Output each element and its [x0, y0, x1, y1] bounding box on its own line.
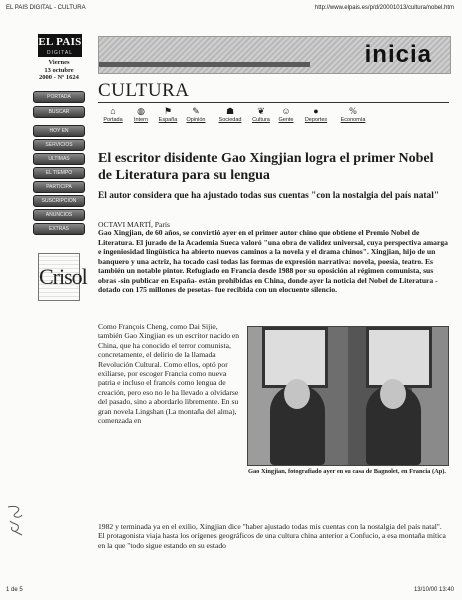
face-icon: ☺ — [281, 106, 291, 116]
el-pais-logo-sub: DIGITAL — [38, 50, 82, 57]
section-title: CULTURA — [98, 80, 190, 101]
section-link-deportes[interactable]: ● Deportes — [301, 106, 331, 124]
print-footer-page: 1 de 5 — [6, 587, 23, 593]
nav-button-servicios[interactable]: SERVICIOS — [33, 139, 85, 151]
ball-icon: ● — [313, 106, 319, 116]
nav-button-portada[interactable]: PORTADA — [33, 91, 85, 103]
article-lead: Gao Xingjian, de 60 años, se convirtió ayer en el primer autor chino que obtiene el Premio Nobel de Literatura. El jurado de la Academia Sueca valoró "una obra de validez universal, cuya perspectiva amarga e ingeniosidad lingüística ha abierto nuevos caminos a la novela y el drama chinos". Xingjian, hijo de un banquero y una actriz, ha tocado casi todas las formas de expresión narrativa: novela, poesía, teatro. Es también un notable pintor. Refugiado en Francia desde 1988 por su oposición al régimen comunista, sus obras -sin publicar en España- están prohibidas en China, donde ayer la noticia del Nobel de Literatura -dotado con 175 millones de pesetas- fue recibida con un elocuente silencio. — [98, 228, 448, 294]
flag-icon: ⚑ — [163, 106, 173, 116]
article-body-continued: 1982 y terminada ya en el exilio, Xingjian dice "haber ajustado todas mis cuentas con la nostalgia del país natal". El protagonista viaja hasta los orígenes geográficos de una cultura china anterior a Confucio, a esa montaña mítica en la que "todo sigue estando en su estado — [98, 522, 446, 550]
print-footer-date: 13/10/00 13:40 — [413, 587, 454, 593]
section-rule — [98, 102, 449, 103]
article-byline: OCTAVI MARTÍ, París — [98, 220, 170, 229]
article-body-column: Como François Cheng, como Dai Sijie, también Gao Xingjian es un escritor nacido en China, que ha conocido el terror comunista, concretamente, el delirio de la llamada Revolución Cultural. Como ellos, optó por exiliarse, por escoger Francia como nueva patria e incluso el francés como lengua de creación, pero eso no le ha llevado a olvidarse del pasado, sino a abordarlo libremente. En su gran novela Lingshan (La montaña del alma), comenzada en — [98, 322, 240, 426]
home-icon: ⌂ — [110, 106, 116, 116]
nav-button-participa[interactable]: PARTICIPA — [33, 181, 85, 193]
dateline-issue: 2000 - Nº 1624 — [39, 74, 79, 81]
section-link-cultura[interactable]: ❦ Cultura — [246, 106, 276, 124]
section-link-economia[interactable]: % Economía — [338, 106, 368, 124]
dateline — [34, 59, 84, 82]
print-header-title: EL PAIS DIGITAL - CULTURA — [6, 5, 86, 11]
people-icon: ☗ — [225, 106, 235, 116]
section-link-portada[interactable]: ⌂ Portada — [98, 106, 128, 124]
speech-icon: ✎ — [192, 106, 200, 116]
print-header-url: http://www.elpais.es/p/d/20001013/cultura/nobel.htm — [314, 5, 454, 11]
percent-icon: % — [349, 106, 357, 116]
nav-button-anuncios[interactable]: ANUNCIOS — [33, 209, 85, 221]
globe-icon: ◍ — [137, 106, 145, 116]
ad-banner[interactable] — [98, 36, 451, 74]
section-link-intern[interactable]: ◍ Intern — [126, 106, 156, 124]
section-link-opinion[interactable]: ✎ Opinión — [181, 106, 211, 124]
dateline-day: Viernes — [48, 59, 70, 66]
crisol-ad[interactable]: Crisol — [38, 253, 80, 301]
article-headline: El escritor disidente Gao Xingjian logra el primer Nobel de Literatura para su lengua — [98, 151, 434, 183]
section-link-gente[interactable]: ☺ Gente — [271, 106, 301, 124]
article-photo — [247, 326, 449, 466]
nav-button-ultimas[interactable]: ULTIMAS — [33, 153, 85, 165]
nav-button-buscar[interactable]: BUSCAR — [33, 106, 85, 118]
nav-button-tiempo[interactable]: EL TIEMPO — [33, 167, 85, 179]
ad-banner-brand: inicia — [364, 41, 432, 68]
nav-button-suscripcion[interactable]: SUSCRIPCION — [33, 195, 85, 207]
photo-face-right — [380, 379, 406, 409]
section-link-espana[interactable]: ⚑ España — [153, 106, 183, 124]
ad-banner-strip — [99, 62, 310, 67]
handwritten-mark — [4, 503, 28, 537]
section-link-sociedad[interactable]: ☗ Sociedad — [215, 106, 245, 124]
nav-button-extras[interactable]: EXTRAS — [33, 223, 85, 235]
photo-window-right — [366, 327, 432, 388]
nav-button-hoy-en[interactable]: HOY EN — [33, 125, 85, 137]
book-icon: ❦ — [257, 106, 265, 116]
photo-face-left — [284, 379, 310, 409]
article-subhead: El autor considera que ha ajustado todas sus cuentas "con la nostalgia del país natal" — [98, 191, 440, 201]
photo-caption: Gao Xingjian, fotografiado ayer en su casa de Bagnolet, en Francia (Ap). — [248, 468, 446, 475]
dateline-date: 13 octubre — [44, 66, 74, 74]
el-pais-logo[interactable]: EL PAIS — [38, 36, 82, 48]
